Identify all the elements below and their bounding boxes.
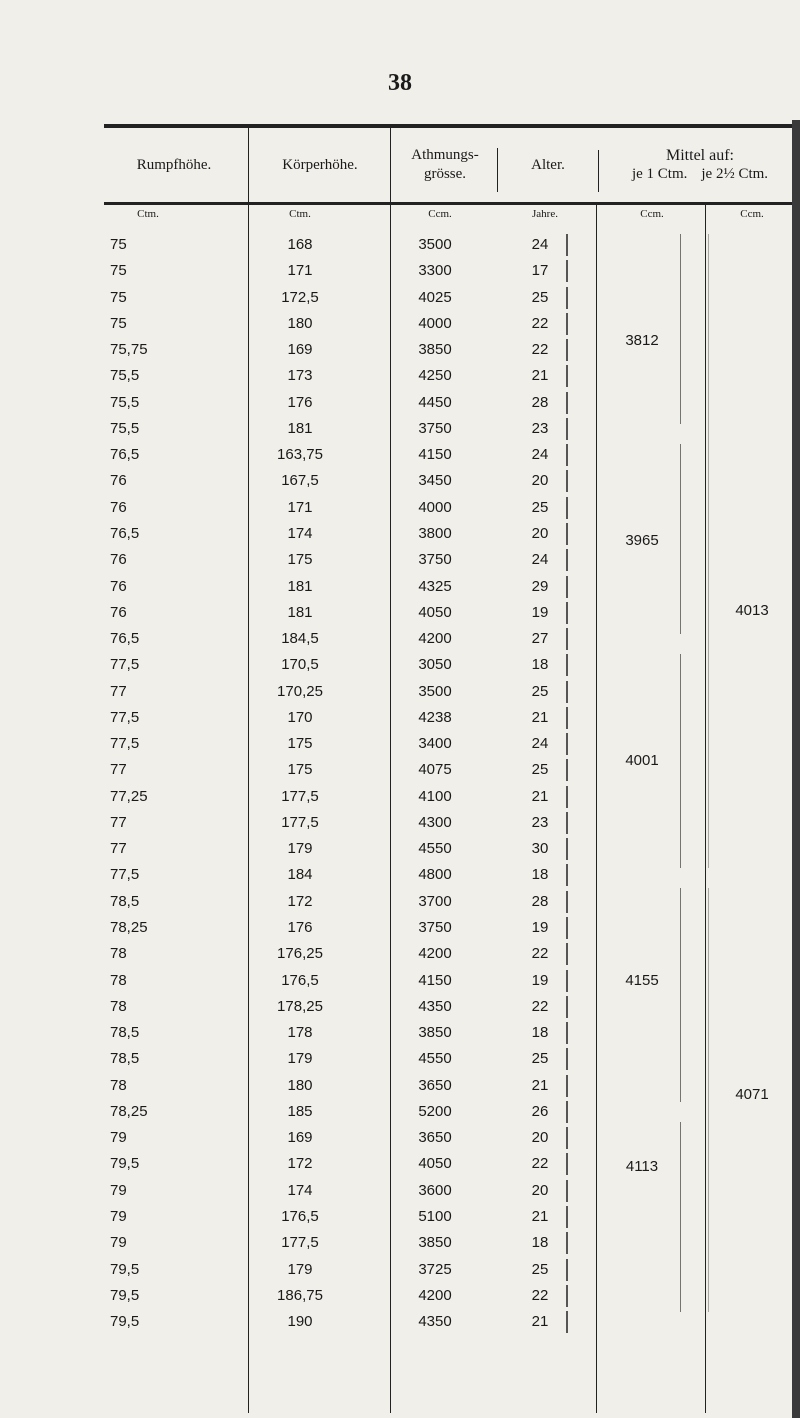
table-header xyxy=(100,130,800,200)
brace-mark xyxy=(566,1206,568,1228)
brace-mark xyxy=(566,812,568,834)
cell-koerperhoehe: 184 xyxy=(287,866,313,884)
cell-alter: 18 xyxy=(531,866,549,884)
cell-rumpfhoehe: 79,5 xyxy=(110,1155,140,1173)
cell-athmungsgroesse: 3850 xyxy=(418,341,452,359)
cell-koerperhoehe: 177,5 xyxy=(281,787,319,805)
cell-rumpfhoehe: 76 xyxy=(110,498,127,516)
brace-mark xyxy=(566,654,568,676)
brace-mark xyxy=(566,1259,568,1281)
cell-rumpfhoehe: 75 xyxy=(110,288,127,306)
cell-rumpfhoehe: 77 xyxy=(110,682,127,700)
brace-mark xyxy=(566,549,568,571)
cell-koerperhoehe: 177,5 xyxy=(281,1234,319,1252)
cell-athmungsgroesse: 4000 xyxy=(418,498,452,516)
cell-athmungsgroesse: 3700 xyxy=(418,892,452,910)
cell-koerperhoehe: 169 xyxy=(287,341,313,359)
unit-alter: Jahre. xyxy=(532,208,558,220)
cell-koerperhoehe: 179 xyxy=(287,840,313,858)
cell-rumpfhoehe: 79 xyxy=(110,1234,127,1252)
cell-athmungsgroesse: 4325 xyxy=(418,577,452,595)
brace-mark xyxy=(566,864,568,886)
cell-koerperhoehe: 172 xyxy=(287,892,313,910)
cell-rumpfhoehe: 77,5 xyxy=(110,708,140,726)
brace-mark xyxy=(566,1232,568,1254)
cell-koerperhoehe: 179 xyxy=(287,1260,313,1278)
cell-alter: 20 xyxy=(531,1181,549,1199)
cell-athmungsgroesse: 4150 xyxy=(418,446,452,464)
header-divider xyxy=(390,128,391,202)
cell-koerperhoehe: 168 xyxy=(287,236,313,253)
cell-koerperhoehe: 172 xyxy=(287,1155,313,1173)
brace-mark xyxy=(566,1180,568,1202)
brace-line xyxy=(680,654,681,868)
cell-rumpfhoehe: 78,5 xyxy=(110,892,140,910)
brace-line xyxy=(708,234,709,868)
cell-rumpfhoehe: 77,5 xyxy=(110,656,140,674)
cell-athmungsgroesse: 4350 xyxy=(418,1313,452,1331)
brace-mark xyxy=(566,838,568,860)
cell-koerperhoehe: 175 xyxy=(287,551,313,569)
page-edge xyxy=(792,120,800,1418)
cell-rumpfhoehe: 77 xyxy=(110,813,127,831)
cell-athmungsgroesse: 4200 xyxy=(418,630,452,648)
brace-mark xyxy=(566,970,568,992)
cell-alter: 24 xyxy=(531,551,549,569)
header-athmungsgroesse: Athmungs-grösse. xyxy=(411,147,479,182)
header-bottom-rule xyxy=(104,202,800,205)
cell-alter: 18 xyxy=(531,656,549,674)
brace-mark xyxy=(566,418,568,440)
cell-athmungsgroesse: 4250 xyxy=(418,367,452,385)
cell-athmungsgroesse: 4200 xyxy=(418,1286,452,1304)
cell-alter: 21 xyxy=(531,1313,549,1331)
cell-koerperhoehe: 176 xyxy=(287,393,313,411)
cell-alter: 26 xyxy=(531,1102,549,1120)
cell-alter: 18 xyxy=(531,1024,549,1042)
brace-mark xyxy=(566,1153,568,1175)
cell-alter: 22 xyxy=(531,945,549,963)
brace-mark xyxy=(566,1101,568,1123)
cell-alter: 23 xyxy=(531,813,549,831)
cell-athmungsgroesse: 3725 xyxy=(418,1260,452,1278)
mean-2ctm: 4071 xyxy=(735,1086,769,1103)
cell-koerperhoehe: 163,75 xyxy=(277,446,323,464)
cell-rumpfhoehe: 78,25 xyxy=(110,919,148,937)
cell-koerperhoehe: 177,5 xyxy=(281,813,319,831)
cell-athmungsgroesse: 3750 xyxy=(418,551,452,569)
brace-line xyxy=(680,234,681,424)
cell-koerperhoehe: 190 xyxy=(287,1313,313,1331)
cell-athmungsgroesse: 3600 xyxy=(418,1181,452,1199)
cell-athmungsgroesse: 4100 xyxy=(418,787,452,805)
unit-je-1: Ccm. xyxy=(640,208,664,220)
cell-rumpfhoehe: 77,25 xyxy=(110,787,148,805)
cell-rumpfhoehe: 75,5 xyxy=(110,419,140,437)
cell-koerperhoehe: 179 xyxy=(287,1050,313,1068)
cell-alter: 20 xyxy=(531,524,549,542)
cell-athmungsgroesse: 4550 xyxy=(418,840,452,858)
brace-mark xyxy=(566,891,568,913)
cell-koerperhoehe: 175 xyxy=(287,761,313,779)
cell-koerperhoehe: 170,5 xyxy=(281,656,319,674)
cell-koerperhoehe: 167,5 xyxy=(281,472,319,490)
cell-athmungsgroesse: 3650 xyxy=(418,1129,452,1147)
cell-alter: 24 xyxy=(531,236,549,253)
cell-koerperhoehe: 169 xyxy=(287,1129,313,1147)
cell-alter: 24 xyxy=(531,735,549,753)
cell-koerperhoehe: 181 xyxy=(287,577,313,595)
brace-mark xyxy=(566,576,568,598)
header-mittel xyxy=(600,130,800,200)
cell-rumpfhoehe: 79,5 xyxy=(110,1260,140,1278)
cell-rumpfhoehe: 78,25 xyxy=(110,1102,148,1120)
cell-alter: 21 xyxy=(531,367,549,385)
cell-alter: 22 xyxy=(531,1155,549,1173)
cell-rumpfhoehe: 78 xyxy=(110,997,127,1015)
brace-mark xyxy=(566,497,568,519)
cell-alter: 17 xyxy=(531,262,549,280)
cell-athmungsgroesse: 4300 xyxy=(418,813,452,831)
cell-koerperhoehe: 175 xyxy=(287,735,313,753)
unit-athmungsgroesse: Ccm. xyxy=(428,208,452,220)
cell-koerperhoehe: 174 xyxy=(287,1181,313,1199)
brace-mark xyxy=(566,339,568,361)
mean-1ctm: 3812 xyxy=(625,332,659,349)
brace-mark xyxy=(566,996,568,1018)
brace-mark xyxy=(566,628,568,650)
header-je-2-ctm: je 2½ Ctm. xyxy=(701,166,769,182)
brace-mark xyxy=(566,681,568,703)
cell-athmungsgroesse: 4238 xyxy=(418,708,452,726)
cell-alter: 28 xyxy=(531,393,549,411)
cell-rumpfhoehe: 77,5 xyxy=(110,735,140,753)
cell-athmungsgroesse: 5100 xyxy=(418,1207,452,1225)
cell-koerperhoehe: 170,25 xyxy=(277,682,323,700)
cell-koerperhoehe: 185 xyxy=(287,1102,313,1120)
cell-alter: 19 xyxy=(531,603,549,621)
cell-rumpfhoehe: 76 xyxy=(110,551,127,569)
cell-koerperhoehe: 176,5 xyxy=(281,971,319,989)
brace-line xyxy=(680,888,681,1102)
cell-alter: 24 xyxy=(531,446,549,464)
cell-alter: 25 xyxy=(531,288,549,306)
cell-athmungsgroesse: 4050 xyxy=(418,603,452,621)
cell-alter: 21 xyxy=(531,708,549,726)
header-je-1-ctm: je 1 Ctm. xyxy=(631,166,688,182)
cell-athmungsgroesse: 4800 xyxy=(418,866,452,884)
brace-mark xyxy=(566,602,568,624)
cell-athmungsgroesse: 3800 xyxy=(418,524,452,542)
cell-rumpfhoehe: 78 xyxy=(110,971,127,989)
cell-athmungsgroesse: 5200 xyxy=(418,1102,452,1120)
brace-mark xyxy=(566,523,568,545)
cell-rumpfhoehe: 78 xyxy=(110,945,127,963)
cell-koerperhoehe: 184,5 xyxy=(281,630,319,648)
cell-rumpfhoehe: 79,5 xyxy=(110,1313,140,1331)
mean-1ctm: 3965 xyxy=(625,532,659,549)
cell-koerperhoehe: 186,75 xyxy=(277,1286,323,1304)
cell-athmungsgroesse: 4000 xyxy=(418,314,452,332)
cell-rumpfhoehe: 78,5 xyxy=(110,1024,140,1042)
cell-rumpfhoehe: 79,5 xyxy=(110,1286,140,1304)
cell-rumpfhoehe: 76,5 xyxy=(110,630,140,648)
cell-koerperhoehe: 174 xyxy=(287,524,313,542)
brace-line xyxy=(680,444,681,634)
brace-mark xyxy=(566,313,568,335)
brace-mark xyxy=(566,1022,568,1044)
cell-rumpfhoehe: 75 xyxy=(110,262,127,280)
cell-athmungsgroesse: 4050 xyxy=(418,1155,452,1173)
cell-rumpfhoehe: 75,5 xyxy=(110,393,140,411)
brace-mark xyxy=(566,1285,568,1307)
cell-alter: 25 xyxy=(531,761,549,779)
cell-alter: 21 xyxy=(531,1207,549,1225)
cell-koerperhoehe: 176,25 xyxy=(277,945,323,963)
cell-koerperhoehe: 178,25 xyxy=(277,997,323,1015)
cell-alter: 25 xyxy=(531,1260,549,1278)
cell-athmungsgroesse: 4075 xyxy=(418,761,452,779)
cell-rumpfhoehe: 76 xyxy=(110,577,127,595)
cell-rumpfhoehe: 76 xyxy=(110,603,127,621)
page-number: 38 xyxy=(388,70,412,96)
cell-koerperhoehe: 181 xyxy=(287,603,313,621)
cell-rumpfhoehe: 77 xyxy=(110,840,127,858)
cell-athmungsgroesse: 4200 xyxy=(418,945,452,963)
cell-athmungsgroesse: 3050 xyxy=(418,656,452,674)
cell-rumpfhoehe: 79 xyxy=(110,1129,127,1147)
mean-1ctm: 4113 xyxy=(625,1158,659,1175)
cell-athmungsgroesse: 3750 xyxy=(418,919,452,937)
cell-rumpfhoehe: 77,5 xyxy=(110,866,140,884)
brace-mark xyxy=(566,234,568,256)
header-alter: Alter. xyxy=(531,156,565,173)
cell-athmungsgroesse: 4025 xyxy=(418,288,452,306)
cell-athmungsgroesse: 4150 xyxy=(418,971,452,989)
top-rule xyxy=(104,124,800,128)
cell-alter: 19 xyxy=(531,971,549,989)
cell-alter: 22 xyxy=(531,1286,549,1304)
cell-alter: 21 xyxy=(531,1076,549,1094)
brace-mark xyxy=(566,786,568,808)
cell-koerperhoehe: 180 xyxy=(287,314,313,332)
table-row xyxy=(0,1309,800,1335)
cell-alter: 18 xyxy=(531,1234,549,1252)
cell-alter: 22 xyxy=(531,997,549,1015)
brace-mark xyxy=(566,444,568,466)
cell-koerperhoehe: 171 xyxy=(287,498,313,516)
cell-rumpfhoehe: 75,5 xyxy=(110,367,140,385)
brace-mark xyxy=(566,287,568,309)
cell-alter: 20 xyxy=(531,1129,549,1147)
brace-line xyxy=(708,888,709,1312)
cell-alter: 25 xyxy=(531,1050,549,1068)
brace-mark xyxy=(566,1127,568,1149)
brace-mark xyxy=(566,1075,568,1097)
cell-athmungsgroesse: 4550 xyxy=(418,1050,452,1068)
brace-mark xyxy=(566,1048,568,1070)
brace-mark xyxy=(566,733,568,755)
cell-athmungsgroesse: 3750 xyxy=(418,419,452,437)
cell-rumpfhoehe: 77 xyxy=(110,761,127,779)
cell-athmungsgroesse: 3300 xyxy=(418,262,452,280)
brace-mark xyxy=(566,707,568,729)
brace-line xyxy=(680,1122,681,1312)
cell-koerperhoehe: 176,5 xyxy=(281,1207,319,1225)
cell-koerperhoehe: 181 xyxy=(287,419,313,437)
cell-alter: 22 xyxy=(531,341,549,359)
cell-rumpfhoehe: 79 xyxy=(110,1207,127,1225)
header-divider xyxy=(497,148,498,192)
cell-athmungsgroesse: 3400 xyxy=(418,735,452,753)
header-divider xyxy=(248,128,249,202)
cell-athmungsgroesse: 3500 xyxy=(418,236,452,253)
cell-athmungsgroesse: 3850 xyxy=(418,1234,452,1252)
cell-alter: 25 xyxy=(531,498,549,516)
brace-mark xyxy=(566,917,568,939)
cell-alter: 29 xyxy=(531,577,549,595)
cell-alter: 28 xyxy=(531,892,549,910)
cell-athmungsgroesse: 4450 xyxy=(418,393,452,411)
brace-mark xyxy=(566,470,568,492)
cell-alter: 27 xyxy=(531,630,549,648)
cell-koerperhoehe: 180 xyxy=(287,1076,313,1094)
cell-rumpfhoehe: 75 xyxy=(110,314,127,332)
unit-koerperhoehe: Ctm. xyxy=(289,208,311,220)
cell-rumpfhoehe: 76,5 xyxy=(110,446,140,464)
unit-je-2: Ccm. xyxy=(740,208,764,220)
table-row xyxy=(0,1099,800,1125)
cell-alter: 19 xyxy=(531,919,549,937)
cell-rumpfhoehe: 78 xyxy=(110,1076,127,1094)
cell-rumpfhoehe: 76,5 xyxy=(110,524,140,542)
cell-athmungsgroesse: 3450 xyxy=(418,472,452,490)
header-divider xyxy=(598,150,599,192)
cell-alter: 22 xyxy=(531,314,549,332)
cell-koerperhoehe: 176 xyxy=(287,919,313,937)
brace-mark xyxy=(566,260,568,282)
brace-mark xyxy=(566,392,568,414)
header-mittel-auf: Mittel auf: xyxy=(666,147,734,164)
brace-mark xyxy=(566,759,568,781)
cell-koerperhoehe: 172,5 xyxy=(281,288,319,306)
mean-1ctm: 4001 xyxy=(625,752,659,769)
cell-alter: 23 xyxy=(531,419,549,437)
cell-athmungsgroesse: 3850 xyxy=(418,1024,452,1042)
cell-alter: 20 xyxy=(531,472,549,490)
cell-rumpfhoehe: 78,5 xyxy=(110,1050,140,1068)
cell-rumpfhoehe: 79 xyxy=(110,1181,127,1199)
cell-koerperhoehe: 170 xyxy=(287,708,313,726)
header-koerperhoehe: Körperhöhe. xyxy=(282,156,358,173)
brace-mark xyxy=(566,943,568,965)
cell-rumpfhoehe: 75 xyxy=(110,236,127,253)
mean-2ctm: 4013 xyxy=(735,602,769,619)
cell-athmungsgroesse: 3500 xyxy=(418,682,452,700)
cell-alter: 25 xyxy=(531,682,549,700)
cell-koerperhoehe: 171 xyxy=(287,262,313,280)
brace-mark xyxy=(566,1311,568,1333)
unit-rumpfhoehe: Ctm. xyxy=(137,208,159,220)
cell-athmungsgroesse: 4350 xyxy=(418,997,452,1015)
cell-alter: 30 xyxy=(531,840,549,858)
cell-koerperhoehe: 178 xyxy=(287,1024,313,1042)
mean-1ctm: 4155 xyxy=(625,972,659,989)
cell-rumpfhoehe: 75,75 xyxy=(110,341,148,359)
brace-mark xyxy=(566,365,568,387)
cell-athmungsgroesse: 3650 xyxy=(418,1076,452,1094)
cell-alter: 21 xyxy=(531,787,549,805)
header-rumpfhoehe: Rumpfhöhe. xyxy=(136,156,212,173)
cell-rumpfhoehe: 76 xyxy=(110,472,127,490)
cell-koerperhoehe: 173 xyxy=(287,367,313,385)
